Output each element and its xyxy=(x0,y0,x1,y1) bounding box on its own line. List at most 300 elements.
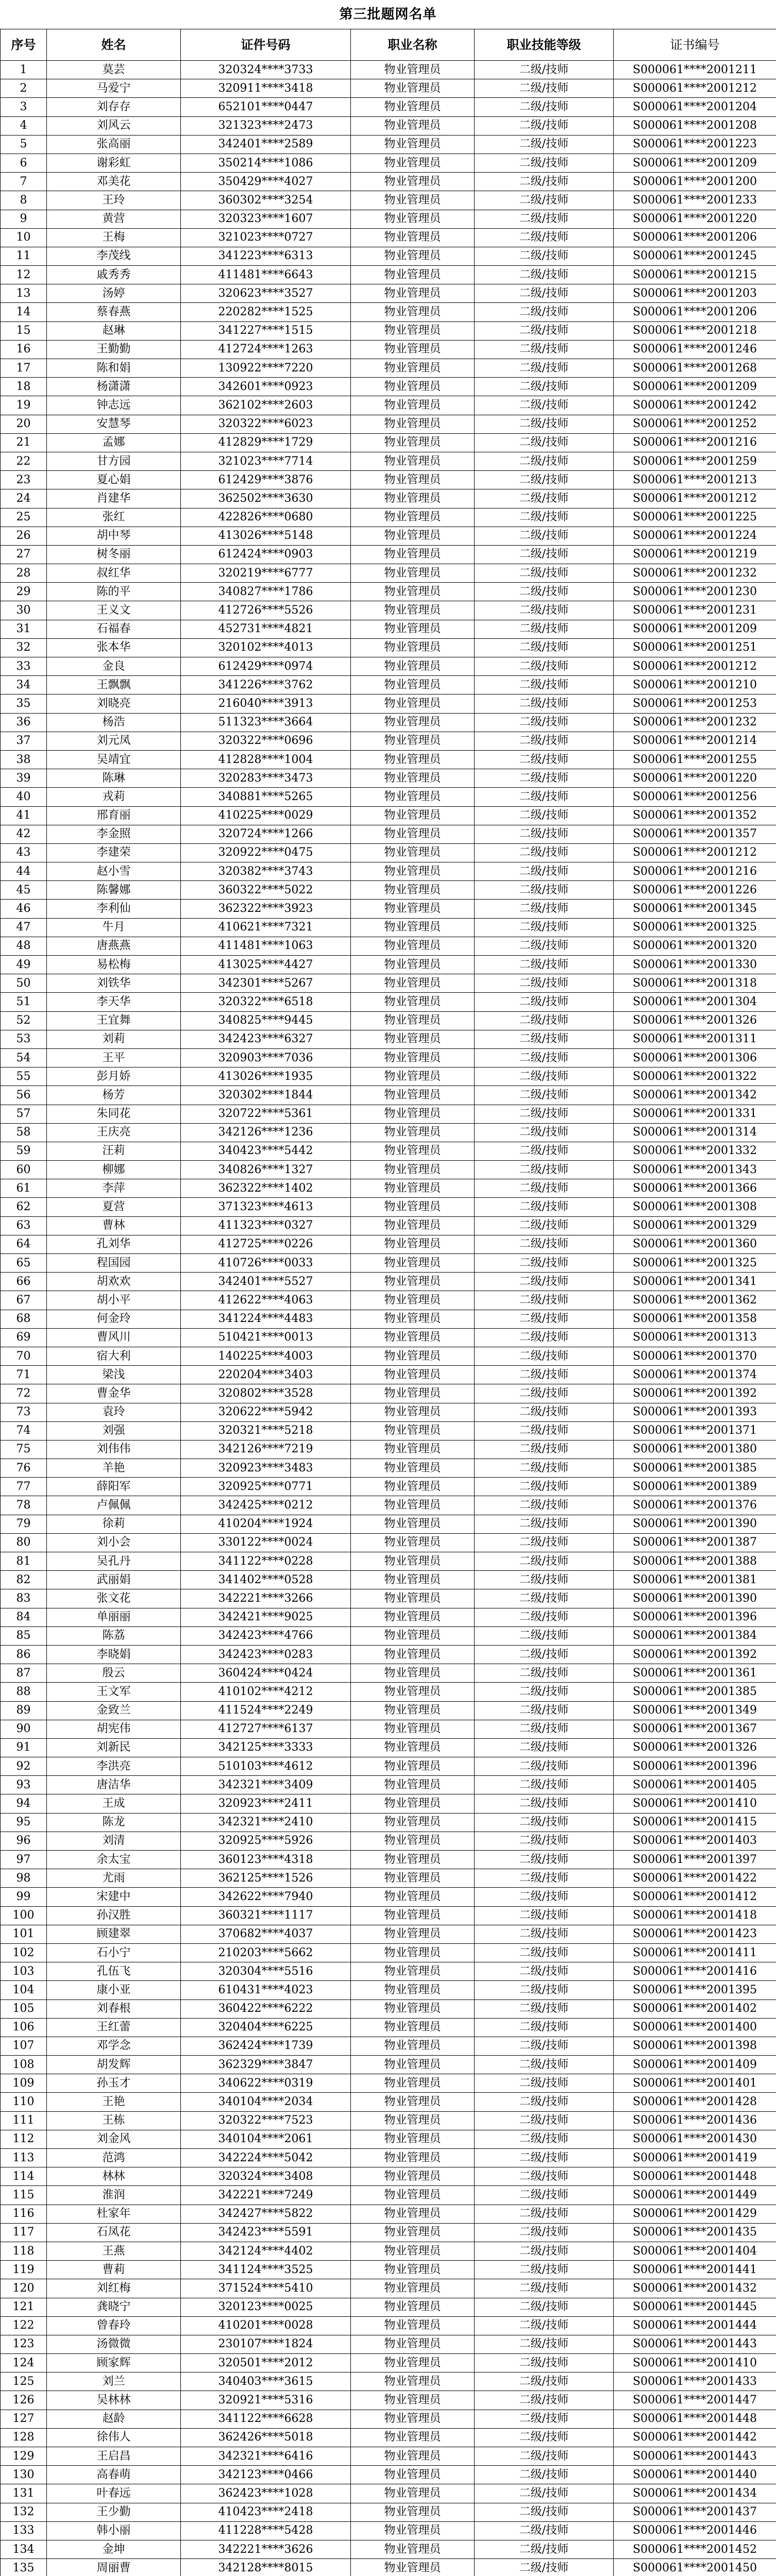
cell-id-number: 371524****5410 xyxy=(181,2279,351,2298)
cell-occupation: 物业管理员 xyxy=(351,228,475,247)
cell-skill-level: 二级/技师 xyxy=(475,210,614,228)
cell-certificate-number: S000061****2001403 xyxy=(614,1832,776,1850)
cell-id-number: 342401****2589 xyxy=(181,135,351,154)
cell-certificate-number: S000061****2001392 xyxy=(614,1645,776,1664)
cell-occupation: 物业管理员 xyxy=(351,1757,475,1776)
header-row xyxy=(1,29,776,61)
cell-name: 孟娜 xyxy=(47,433,181,452)
cell-name: 杨芳 xyxy=(47,1086,181,1105)
table-row xyxy=(1,620,776,638)
table-row xyxy=(1,583,776,601)
cell-occupation: 物业管理员 xyxy=(351,1962,475,1981)
cell-certificate-number: S000061****2001443 xyxy=(614,2447,776,2466)
cell-occupation: 物业管理员 xyxy=(351,2111,475,2130)
cell-occupation: 物业管理员 xyxy=(351,1981,475,1999)
cell-occupation: 物业管理员 xyxy=(351,1030,475,1048)
cell-index: 94 xyxy=(1,1794,47,1813)
cell-certificate-number: S000061****2001443 xyxy=(614,2335,776,2353)
cell-certificate-number: S000061****2001213 xyxy=(614,471,776,489)
cell-occupation: 物业管理员 xyxy=(351,1645,475,1664)
cell-skill-level: 二级/技师 xyxy=(475,1962,614,1981)
cell-id-number: 410621****7321 xyxy=(181,918,351,937)
cell-index: 129 xyxy=(1,2447,47,2466)
cell-occupation: 物业管理员 xyxy=(351,79,475,98)
cell-occupation: 物业管理员 xyxy=(351,1105,475,1123)
cell-skill-level: 二级/技师 xyxy=(475,1683,614,1701)
cell-index: 134 xyxy=(1,2540,47,2558)
cell-skill-level: 二级/技师 xyxy=(475,862,614,881)
cell-index: 85 xyxy=(1,1626,47,1645)
cell-index: 50 xyxy=(1,974,47,993)
cell-id-number: 360322****5022 xyxy=(181,881,351,900)
table-row xyxy=(1,1459,776,1478)
cell-occupation: 物业管理员 xyxy=(351,1533,475,1552)
cell-certificate-number: S000061****2001332 xyxy=(614,1142,776,1160)
cell-id-number: 320283****3473 xyxy=(181,769,351,788)
cell-skill-level: 二级/技师 xyxy=(475,694,614,713)
cell-index: 88 xyxy=(1,1683,47,1701)
cell-id-number: 342125****3333 xyxy=(181,1738,351,1757)
cell-certificate-number: S000061****2001326 xyxy=(614,1738,776,1757)
cell-id-number: 612429****3876 xyxy=(181,471,351,489)
table-row xyxy=(1,1328,776,1347)
cell-skill-level: 二级/技师 xyxy=(475,843,614,862)
cell-id-number: 412622****4063 xyxy=(181,1291,351,1310)
cell-name: 唐洁华 xyxy=(47,1776,181,1794)
page-title: 第三批题网名单 xyxy=(339,7,437,22)
cell-occupation: 物业管理员 xyxy=(351,564,475,583)
cell-occupation: 物业管理员 xyxy=(351,825,475,843)
cell-name: 顾建翠 xyxy=(47,1925,181,1943)
cell-skill-level: 二级/技师 xyxy=(475,2540,614,2558)
cell-occupation: 物业管理员 xyxy=(351,1608,475,1626)
cell-index: 109 xyxy=(1,2074,47,2093)
cell-certificate-number: S000061****2001226 xyxy=(614,881,776,900)
table-row xyxy=(1,1738,776,1757)
column-header-skill-level: 职业技能等级 xyxy=(475,29,614,61)
cell-index: 47 xyxy=(1,918,47,937)
cell-occupation: 物业管理员 xyxy=(351,2428,475,2447)
cell-occupation: 物业管理员 xyxy=(351,694,475,713)
cell-name: 金坤 xyxy=(47,2540,181,2558)
table-row xyxy=(1,321,776,340)
cell-certificate-number: S000061****2001358 xyxy=(614,1310,776,1328)
table-row xyxy=(1,937,776,955)
cell-occupation: 物业管理员 xyxy=(351,2521,475,2540)
roster-table xyxy=(0,29,776,2576)
cell-certificate-number: S000061****2001409 xyxy=(614,2056,776,2074)
table-row xyxy=(1,2186,776,2205)
table-row xyxy=(1,1142,776,1160)
cell-index: 77 xyxy=(1,1478,47,1496)
cell-skill-level: 二级/技师 xyxy=(475,2242,614,2260)
cell-index: 126 xyxy=(1,2391,47,2410)
cell-name: 李萍 xyxy=(47,1179,181,1198)
cell-name: 张高丽 xyxy=(47,135,181,154)
cell-id-number: 350429****4027 xyxy=(181,173,351,191)
cell-id-number: 320724****1266 xyxy=(181,825,351,843)
cell-index: 2 xyxy=(1,79,47,98)
cell-name: 刘金风 xyxy=(47,2130,181,2148)
cell-id-number: 422826****0680 xyxy=(181,508,351,527)
table-row xyxy=(1,956,776,974)
cell-skill-level: 二级/技师 xyxy=(475,1421,614,1440)
cell-certificate-number: S000061****2001389 xyxy=(614,1478,776,1496)
cell-occupation: 物业管理员 xyxy=(351,1906,475,1925)
table-row xyxy=(1,2074,776,2093)
cell-skill-level: 二级/技师 xyxy=(475,135,614,154)
cell-certificate-number: S000061****2001429 xyxy=(614,2205,776,2223)
cell-certificate-number: S000061****2001434 xyxy=(614,2484,776,2503)
cell-certificate-number: S000061****2001322 xyxy=(614,1067,776,1086)
cell-skill-level: 二级/技师 xyxy=(475,1161,614,1179)
cell-id-number: 411481****6643 xyxy=(181,266,351,284)
cell-skill-level: 二级/技师 xyxy=(475,788,614,806)
cell-occupation: 物业管理员 xyxy=(351,154,475,172)
cell-name: 戎莉 xyxy=(47,788,181,806)
cell-occupation: 物业管理员 xyxy=(351,1198,475,1216)
cell-skill-level: 二级/技师 xyxy=(475,1533,614,1552)
cell-index: 22 xyxy=(1,452,47,470)
table-row xyxy=(1,1440,776,1459)
cell-id-number: 320102****4013 xyxy=(181,638,351,657)
table-row xyxy=(1,1515,776,1533)
cell-skill-level: 二级/技师 xyxy=(475,1906,614,1925)
cell-skill-level: 二级/技师 xyxy=(475,993,614,1011)
cell-index: 39 xyxy=(1,769,47,788)
cell-index: 27 xyxy=(1,545,47,564)
cell-occupation: 物业管理员 xyxy=(351,900,475,918)
cell-name: 赵龄 xyxy=(47,2410,181,2428)
cell-id-number: 341122****0228 xyxy=(181,1552,351,1571)
cell-certificate-number: S000061****2001357 xyxy=(614,825,776,843)
table-row xyxy=(1,1869,776,1888)
cell-name: 顾家辉 xyxy=(47,2354,181,2372)
table-row xyxy=(1,1888,776,1906)
cell-occupation: 物业管理员 xyxy=(351,2149,475,2167)
cell-certificate-number: S000061****2001212 xyxy=(614,657,776,676)
cell-occupation: 物业管理员 xyxy=(351,116,475,135)
cell-name: 王少勤 xyxy=(47,2503,181,2521)
cell-name: 刘铁华 xyxy=(47,974,181,993)
table-row xyxy=(1,340,776,359)
cell-index: 34 xyxy=(1,676,47,694)
cell-name: 李晓娟 xyxy=(47,1645,181,1664)
table-row xyxy=(1,303,776,321)
cell-id-number: 362423****1028 xyxy=(181,2484,351,2503)
cell-name: 曹金华 xyxy=(47,1384,181,1403)
cell-id-number: 360321****1117 xyxy=(181,1906,351,1925)
cell-skill-level: 二级/技师 xyxy=(475,806,614,825)
cell-name: 叔红华 xyxy=(47,564,181,583)
table-row xyxy=(1,769,776,788)
table-row xyxy=(1,471,776,489)
cell-occupation: 物业管理员 xyxy=(351,1571,475,1589)
cell-skill-level: 二级/技师 xyxy=(475,1459,614,1478)
cell-name: 张本华 xyxy=(47,638,181,657)
cell-certificate-number: S000061****2001343 xyxy=(614,1161,776,1179)
table-row xyxy=(1,993,776,1011)
cell-id-number: 320911****3418 xyxy=(181,79,351,98)
cell-skill-level: 二级/技师 xyxy=(475,2391,614,2410)
cell-id-number: 342401****5527 xyxy=(181,1273,351,1291)
cell-skill-level: 二级/技师 xyxy=(475,433,614,452)
cell-skill-level: 二级/技师 xyxy=(475,1701,614,1720)
cell-name: 宋建中 xyxy=(47,1888,181,1906)
cell-id-number: 410102****4212 xyxy=(181,1683,351,1701)
cell-certificate-number: S000061****2001225 xyxy=(614,508,776,527)
table-row xyxy=(1,396,776,415)
cell-name: 李茂线 xyxy=(47,247,181,265)
table-row xyxy=(1,1683,776,1701)
cell-occupation: 物业管理员 xyxy=(351,2410,475,2428)
cell-certificate-number: S000061****2001448 xyxy=(614,2167,776,2186)
cell-id-number: 610431****4023 xyxy=(181,1981,351,1999)
cell-id-number: 320324****3408 xyxy=(181,2167,351,2186)
cell-index: 51 xyxy=(1,993,47,1011)
cell-certificate-number: S000061****2001268 xyxy=(614,359,776,378)
cell-index: 3 xyxy=(1,98,47,116)
cell-skill-level: 二级/技师 xyxy=(475,1067,614,1086)
cell-name: 王庆亮 xyxy=(47,1123,181,1142)
cell-index: 48 xyxy=(1,937,47,955)
cell-occupation: 物业管理员 xyxy=(351,508,475,527)
cell-id-number: 320322****6518 xyxy=(181,993,351,1011)
cell-index: 76 xyxy=(1,1459,47,1478)
cell-id-number: 342425****0212 xyxy=(181,1496,351,1515)
cell-occupation: 物业管理员 xyxy=(351,862,475,881)
cell-id-number: 452731****4821 xyxy=(181,620,351,638)
cell-id-number: 340825****9445 xyxy=(181,1011,351,1030)
cell-occupation: 物业管理员 xyxy=(351,1515,475,1533)
cell-id-number: 321323****2473 xyxy=(181,116,351,135)
cell-occupation: 物业管理员 xyxy=(351,452,475,470)
cell-occupation: 物业管理员 xyxy=(351,881,475,900)
cell-index: 64 xyxy=(1,1235,47,1253)
cell-certificate-number: S000061****2001435 xyxy=(614,2223,776,2242)
table-row xyxy=(1,284,776,303)
cell-name: 胡小平 xyxy=(47,1291,181,1310)
cell-occupation: 物业管理员 xyxy=(351,1999,475,2018)
cell-index: 6 xyxy=(1,154,47,172)
cell-index: 23 xyxy=(1,471,47,489)
cell-certificate-number: S000061****2001245 xyxy=(614,247,776,265)
cell-id-number: 320802****3528 xyxy=(181,1384,351,1403)
cell-id-number: 342321****3409 xyxy=(181,1776,351,1794)
cell-certificate-number: S000061****2001223 xyxy=(614,135,776,154)
cell-occupation: 物业管理员 xyxy=(351,2074,475,2093)
cell-name: 尤雨 xyxy=(47,1869,181,1888)
table-row xyxy=(1,2503,776,2521)
table-row xyxy=(1,79,776,98)
cell-index: 119 xyxy=(1,2261,47,2279)
cell-id-number: 412725****0226 xyxy=(181,1235,351,1253)
table-row xyxy=(1,2335,776,2353)
cell-id-number: 320304****5516 xyxy=(181,1962,351,1981)
cell-name: 吴孔丹 xyxy=(47,1552,181,1571)
table-row xyxy=(1,415,776,433)
cell-certificate-number: S000061****2001320 xyxy=(614,937,776,955)
cell-skill-level: 二级/技师 xyxy=(475,1235,614,1253)
cell-name: 曹林 xyxy=(47,1216,181,1235)
cell-name: 淮润 xyxy=(47,2186,181,2205)
cell-skill-level: 二级/技师 xyxy=(475,98,614,116)
cell-id-number: 410201****0028 xyxy=(181,2316,351,2335)
cell-index: 67 xyxy=(1,1291,47,1310)
cell-name: 王义文 xyxy=(47,601,181,620)
table-row xyxy=(1,545,776,564)
cell-id-number: 210203****5662 xyxy=(181,1943,351,1962)
cell-certificate-number: S000061****2001436 xyxy=(614,2111,776,2130)
cell-certificate-number: S000061****2001242 xyxy=(614,396,776,415)
cell-index: 124 xyxy=(1,2354,47,2372)
cell-certificate-number: S000061****2001219 xyxy=(614,545,776,564)
cell-skill-level: 二级/技师 xyxy=(475,1142,614,1160)
column-header-occupation: 职业名称 xyxy=(351,29,475,61)
cell-skill-level: 二级/技师 xyxy=(475,2018,614,2037)
cell-occupation: 物业管理员 xyxy=(351,993,475,1011)
cell-index: 97 xyxy=(1,1851,47,1869)
cell-occupation: 物业管理员 xyxy=(351,1794,475,1813)
cell-skill-level: 二级/技师 xyxy=(475,1925,614,1943)
cell-name: 石小宁 xyxy=(47,1943,181,1962)
cell-name: 陈龙 xyxy=(47,1813,181,1832)
cell-skill-level: 二级/技师 xyxy=(475,1664,614,1683)
cell-occupation: 物业管理员 xyxy=(351,2447,475,2466)
table-row xyxy=(1,918,776,937)
table-row xyxy=(1,2130,776,2148)
column-header-certificate-number: 证书编号 xyxy=(614,29,776,61)
cell-skill-level: 二级/技师 xyxy=(475,2205,614,2223)
cell-id-number: 412726****5526 xyxy=(181,601,351,620)
cell-occupation: 物业管理员 xyxy=(351,1067,475,1086)
cell-name: 安慧琴 xyxy=(47,415,181,433)
cell-occupation: 物业管理员 xyxy=(351,1086,475,1105)
cell-index: 10 xyxy=(1,228,47,247)
cell-skill-level: 二级/技师 xyxy=(475,1608,614,1626)
table-row xyxy=(1,1981,776,1999)
table-body xyxy=(1,61,776,2576)
cell-occupation: 物业管理员 xyxy=(351,956,475,974)
cell-id-number: 320923****3483 xyxy=(181,1459,351,1478)
cell-id-number: 320925****5926 xyxy=(181,1832,351,1850)
cell-skill-level: 二级/技师 xyxy=(475,321,614,340)
cell-name: 高春萌 xyxy=(47,2466,181,2484)
cell-name: 刘莉 xyxy=(47,1030,181,1048)
cell-certificate-number: S000061****2001418 xyxy=(614,1906,776,1925)
cell-occupation: 物业管理员 xyxy=(351,2559,475,2576)
table-row xyxy=(1,1626,776,1645)
cell-id-number: 342601****0923 xyxy=(181,378,351,396)
table-row xyxy=(1,1048,776,1067)
cell-name: 韩小丽 xyxy=(47,2521,181,2540)
cell-occupation: 物业管理员 xyxy=(351,2484,475,2503)
cell-certificate-number: S000061****2001325 xyxy=(614,918,776,937)
cell-name: 刘清 xyxy=(47,1832,181,1850)
cell-name: 叶春远 xyxy=(47,2484,181,2503)
cell-certificate-number: S000061****2001374 xyxy=(614,1366,776,1384)
cell-index: 80 xyxy=(1,1533,47,1552)
cell-certificate-number: S000061****2001360 xyxy=(614,1235,776,1253)
cell-occupation: 物业管理员 xyxy=(351,2223,475,2242)
table-row xyxy=(1,1720,776,1738)
cell-name: 孔刘华 xyxy=(47,1235,181,1253)
cell-certificate-number: S000061****2001442 xyxy=(614,2428,776,2447)
cell-name: 程国园 xyxy=(47,1254,181,1273)
cell-id-number: 340827****1786 xyxy=(181,583,351,601)
cell-id-number: 413026****1935 xyxy=(181,1067,351,1086)
cell-occupation: 物业管理员 xyxy=(351,1589,475,1608)
cell-index: 21 xyxy=(1,433,47,452)
cell-id-number: 320921****5316 xyxy=(181,2391,351,2410)
cell-certificate-number: S000061****2001430 xyxy=(614,2130,776,2148)
cell-name: 朱同花 xyxy=(47,1105,181,1123)
cell-name: 李洪亮 xyxy=(47,1757,181,1776)
table-row xyxy=(1,638,776,657)
cell-name: 胡中琴 xyxy=(47,527,181,545)
cell-skill-level: 二级/技师 xyxy=(475,2037,614,2055)
cell-index: 25 xyxy=(1,508,47,527)
cell-name: 吴林林 xyxy=(47,2391,181,2410)
cell-id-number: 321023****0727 xyxy=(181,228,351,247)
cell-index: 95 xyxy=(1,1813,47,1832)
cell-id-number: 411228****5428 xyxy=(181,2521,351,2540)
cell-certificate-number: S000061****2001445 xyxy=(614,2298,776,2316)
cell-certificate-number: S000061****2001220 xyxy=(614,769,776,788)
cell-certificate-number: S000061****2001209 xyxy=(614,154,776,172)
cell-index: 65 xyxy=(1,1254,47,1273)
table-row xyxy=(1,713,776,732)
cell-skill-level: 二级/技师 xyxy=(475,2298,614,2316)
cell-id-number: 320302****1844 xyxy=(181,1086,351,1105)
cell-index: 20 xyxy=(1,415,47,433)
cell-index: 86 xyxy=(1,1645,47,1664)
cell-certificate-number: S000061****2001325 xyxy=(614,1254,776,1273)
cell-certificate-number: S000061****2001432 xyxy=(614,2279,776,2298)
cell-skill-level: 二级/技师 xyxy=(475,2354,614,2372)
cell-certificate-number: S000061****2001367 xyxy=(614,1720,776,1738)
cell-id-number: 342321****6416 xyxy=(181,2447,351,2466)
cell-certificate-number: S000061****2001380 xyxy=(614,1440,776,1459)
cell-certificate-number: S000061****2001452 xyxy=(614,2540,776,2558)
cell-index: 7 xyxy=(1,173,47,191)
cell-certificate-number: S000061****2001444 xyxy=(614,2316,776,2335)
cell-id-number: 340881****5265 xyxy=(181,788,351,806)
cell-certificate-number: S000061****2001251 xyxy=(614,638,776,657)
cell-name: 王栋 xyxy=(47,2111,181,2130)
table-row xyxy=(1,788,776,806)
cell-index: 41 xyxy=(1,806,47,825)
cell-name: 谢彩虹 xyxy=(47,154,181,172)
cell-index: 9 xyxy=(1,210,47,228)
cell-certificate-number: S000061****2001231 xyxy=(614,601,776,620)
cell-occupation: 物业管理员 xyxy=(351,2466,475,2484)
table-row xyxy=(1,1776,776,1794)
cell-index: 122 xyxy=(1,2316,47,2335)
cell-index: 121 xyxy=(1,2298,47,2316)
cell-index: 55 xyxy=(1,1067,47,1086)
cell-index: 79 xyxy=(1,1515,47,1533)
cell-occupation: 物业管理员 xyxy=(351,1869,475,1888)
column-header-index: 序号 xyxy=(1,29,47,61)
cell-certificate-number: S000061****2001396 xyxy=(614,1757,776,1776)
cell-name: 黄营 xyxy=(47,210,181,228)
cell-skill-level: 二级/技师 xyxy=(475,116,614,135)
cell-index: 107 xyxy=(1,2037,47,2055)
cell-name: 王平 xyxy=(47,1048,181,1067)
cell-index: 17 xyxy=(1,359,47,378)
cell-skill-level: 二级/技师 xyxy=(475,173,614,191)
